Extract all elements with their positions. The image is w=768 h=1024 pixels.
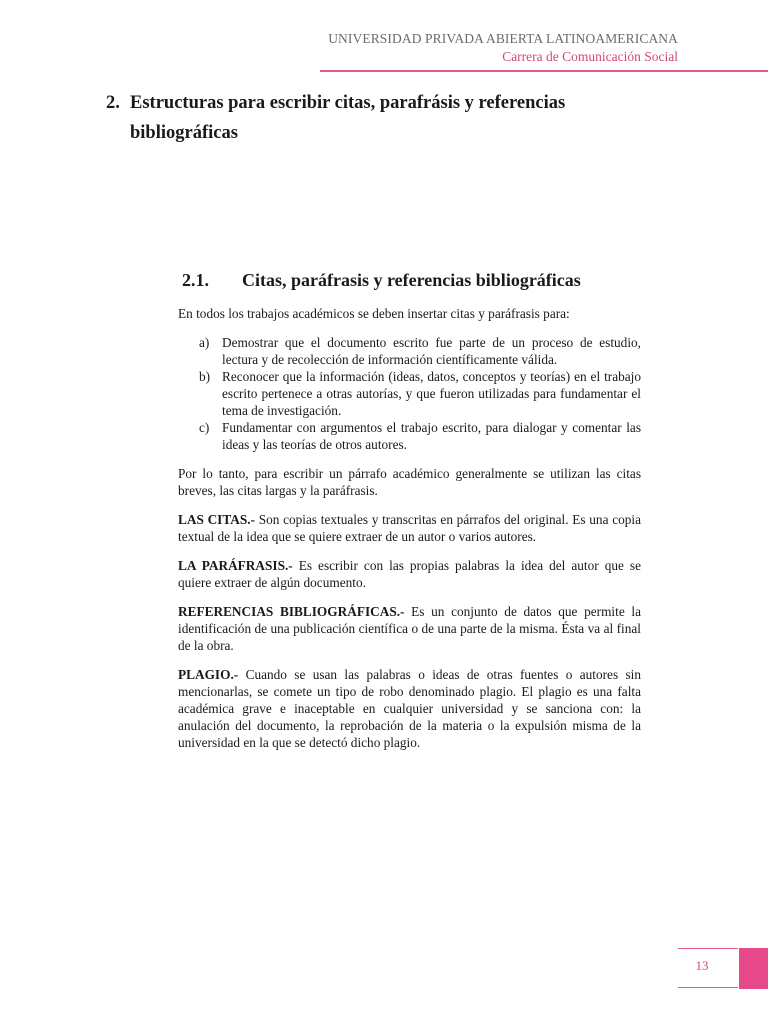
section-2-1-heading bbox=[182, 270, 581, 291]
page-number-block bbox=[678, 948, 768, 988]
section-2-title: Estructuras para escribir citas, parafrásis y referencias bibliográficas bbox=[130, 93, 566, 143]
purpose-list bbox=[178, 334, 641, 453]
page-tab-marker bbox=[739, 948, 768, 989]
list-marker: c) bbox=[199, 420, 210, 435]
definition-text: Es escribir con las propias palabras la idea del autor que se quiere extraer de algún documento. bbox=[178, 558, 641, 590]
list-item-text: Fundamentar con argumentos el trabajo escrito, para dialogar y comentar las ideas y las teorías de otros autores. bbox=[222, 420, 641, 452]
definition-term: LA PARÁFRASIS.- bbox=[178, 558, 293, 573]
list-item bbox=[178, 419, 641, 453]
definition-text: Cuando se usan las palabras o ideas de otras fuentes o autores sin mencionarlas, se comete un tipo de robo denominado plagio. El plagio es una falta académica grave e inaceptable en cualquier universidad y se sanciona con: la anulación del documento, la reprobación de la materia o la expulsión misma de la universidad en la que se detectó dicho plagio. bbox=[178, 667, 641, 750]
list-item bbox=[178, 368, 641, 419]
definition-text: Es un conjunto de datos que permite la identificación de una publicación científica o de una parte de la misma. Ésta va al final de la obra. bbox=[178, 604, 641, 653]
list-item-text: Reconocer que la información (ideas, datos, conceptos y teorías) en el trabajo escrito pertenece a otras autorías, y que fueron utilizadas para fundamentar el tema de investigación. bbox=[222, 369, 641, 418]
career-name: Carrera de Comunicación Social bbox=[502, 49, 678, 64]
definition-text: Son copias textuales y transcritas en párrafos del original. Es una copia textual de la idea que se quiere extraer de un autor o varios autores. bbox=[178, 512, 641, 544]
page-header bbox=[328, 30, 678, 66]
definition-term: LAS CITAS.- bbox=[178, 512, 255, 527]
definition-referencias bbox=[178, 603, 641, 654]
section-2-number: 2. bbox=[106, 93, 120, 113]
definition-term: REFERENCIAS BIBLIOGRÁFICAS.- bbox=[178, 604, 405, 619]
list-item-text: Demostrar que el documento escrito fue parte de un proceso de estudio, lectura y de recolección de información científicamente válida. bbox=[222, 335, 641, 367]
definition-parafrasis bbox=[178, 557, 641, 591]
section-2-1-number: 2.1. bbox=[182, 270, 209, 290]
list-item bbox=[178, 334, 641, 368]
body-content bbox=[178, 305, 641, 763]
definition-term: PLAGIO.- bbox=[178, 667, 239, 682]
page-number: 13 bbox=[695, 958, 709, 973]
list-marker: b) bbox=[199, 369, 211, 384]
section-2-1-title: Citas, paráfrasis y referencias bibliográficas bbox=[242, 270, 581, 290]
header-rule bbox=[320, 70, 768, 72]
therefore-paragraph: Por lo tanto, para escribir un párrafo académico generalmente se utilizan las citas breves, las citas largas y la paráfrasis. bbox=[178, 466, 641, 498]
university-name: UNIVERSIDAD PRIVADA ABIERTA LATINOAMERICANA bbox=[328, 31, 678, 46]
intro-paragraph: En todos los trabajos académicos se deben insertar citas y paráfrasis para: bbox=[178, 306, 570, 321]
definition-plagio bbox=[178, 666, 641, 751]
list-marker: a) bbox=[199, 335, 210, 350]
section-2-heading bbox=[106, 88, 666, 148]
definition-citas bbox=[178, 511, 641, 545]
